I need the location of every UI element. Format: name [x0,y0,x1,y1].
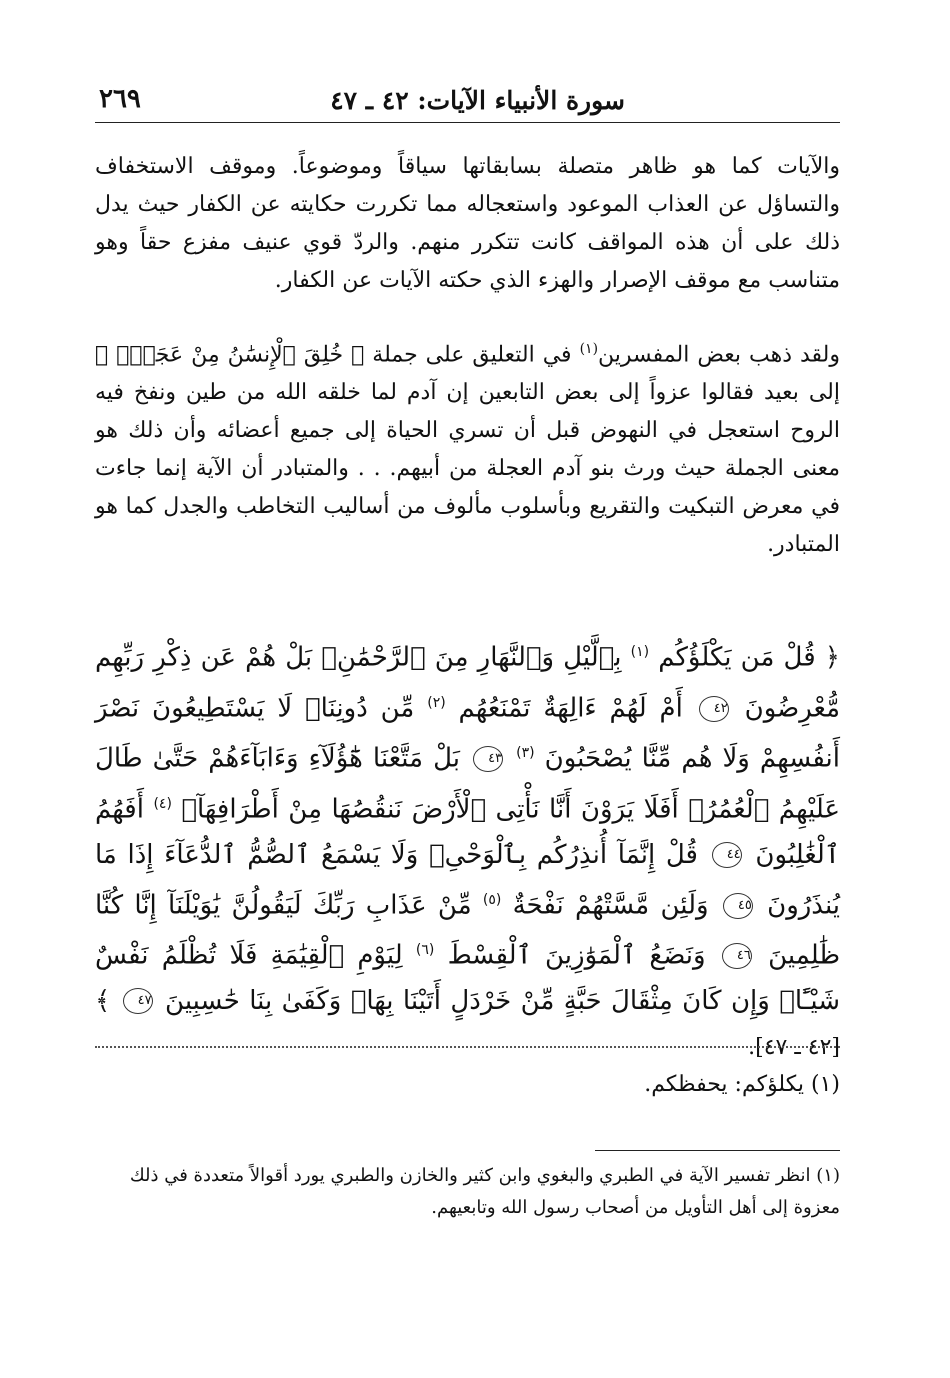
verse-42-start: قُلْ مَن يَكْلَؤُكُم [658,642,816,673]
verse-range-reference: [٤٢ ـ ٤٧]. [748,1034,840,1060]
footnote: (١) انظر تفسير الآية في الطبري والبغوي وابن كثير والخازن والطبري يورد أقوالاً متعددة في ذلك معزوة إلى أهل التأويل من أصحاب رسول الله وتابعيهم. [129,1165,840,1218]
footnote-rule [595,1150,840,1151]
verse-44-start: بَلْ مَتَّعْنَا هَٰٓؤُلَآءِ وَءَابَآءَهُمْ حَتَّىٰ طَالَ عَلَيْهِمُ ٱلْعُمُرُۗ أَفَلَا يَرَوْنَ أَنَّا نَأْتِى ٱلْأَرْضَ نَنقُصُهَا مِنْ أَطْرَافِهَآۚ [95,743,841,825]
verse-43-end: مِّن دُونِنَاۚ لَا يَسْتَطِيعُونَ نَصْرَ أَنفُسِهِمْ وَلَا هُم مِّنَّا يُصْحَبُونَ [95,693,841,774]
gloss-marker-5: (٥) [482,891,502,908]
close-ornate-bracket: ﴾ [95,985,111,1016]
commentary-paragraph-1: والآيات كما هو ظاهر متصلة بسابقاتها سياقاً وموضوعاً. وموقف الاستخفاف والتساؤل عن العذاب الموعود واستعجاله مما تكررت حكايته عن الكفار حيث يدل ذلك على أن هذه المواقف كانت تتكرر منهم. والردّ قوي عنيف مفزع حقاً وهو متناسب مع موقف الإصرار والهزء الذي حكته الآيات عن الكفار. [95,154,840,293]
running-title: سورة الأنبياء الآيات: ٤٢ ـ ٤٧ [330,86,625,115]
dotted-separator [95,1046,840,1048]
verse-number-42: ٤٢ [699,696,729,722]
verse-47-end: لِيَوْمِ ٱلْقِيَٰمَةِ فَلَا تُظْلَمُ نَفْسٌ شَيْـًٔاۖ وَإِن كَانَ مِثْقَالَ حَبَّةٍ مِّنْ خَرْدَلٍ أَتَيْنَا بِهَاۗ وَكَفَىٰ بِنَا حَٰسِبِينَ [95,940,841,1016]
quran-verses-block [95,630,840,1070]
page-header [95,82,840,123]
verse-46-end: مِّنْ عَذَابِ رَبِّكَ لَيَقُولُنَّ يَٰوَيْلَنَآ إِنَّا كُنَّا ظَٰلِمِينَ [95,890,841,971]
gloss-marker-4: (٤) [153,795,172,812]
verse-number-46: ٤٦ [722,943,752,969]
page-number: ٢٦٩ [99,84,141,114]
word-gloss: (١) يكلؤكم: يحفظكم. [644,1072,840,1097]
verse-44-end: أَفَهُمُ ٱلْغَٰلِبُونَ [95,794,841,870]
gloss-marker-2: (٢) [427,694,446,711]
paragraph-2-rest: في التعليق على جملة ﴿ خُلِقَ ٱلْإِنسَٰنُ مِنْ عَجَلٍۚ ﴾ إلى بعيد فقالوا عزواً إلى بعض التابعين إن آدم لما خلقه الله من طين ونفخ فيه الروح استعجل في النهوض قبل أن تسري الحياة إلى جميع أعضائه وأن ذلك هو معنى الجملة حيث ورث بنو آدم العجلة من أبيهم. . . والمتبادر أن الآية إنما جاءت في معرض التبكيت والتقريع وبأسلوب مألوف من أساليب التخاطب والجدل كما هو المتبادر. [95,342,840,558]
verse-42-end: بِٱلَّيْلِ وَٱلنَّهَارِ مِنَ ٱلرَّحْمَٰنِۗ بَلْ هُمْ عَن ذِكْرِ رَبِّهِم مُّعْرِضُونَ [95,642,841,724]
verse-45: قُلْ إِنَّمَآ أُنذِرُكُم بِٱلْوَحْىِۚ وَلَا يَسْمَعُ ٱلصُّمُّ ٱلدُّعَآءَ إِذَا مَا يُنذَرُونَ [95,839,841,921]
footnote-marker: (١) [579,341,599,357]
verse-number-44: ٤٤ [712,842,742,868]
verse-number-43: ٤٣ [473,746,503,772]
gloss-marker-3: (٣) [516,745,535,762]
verse-number-47: ٤٧ [123,988,153,1014]
gloss-marker-1: (١) [630,644,650,660]
verse-46-start: وَلَئِن مَّسَّتْهُمْ نَفْحَةٌ [512,890,709,921]
verse-47-start: وَنَضَعُ ٱلْمَوَٰزِينَ ٱلْقِسْطَ [447,940,706,971]
verse-number-45: ٤٥ [723,893,753,919]
open-ornate-bracket: ﴿ [824,642,841,673]
paragraph-2-start: ولقد ذهب بعض المفسرين [598,342,840,368]
commentary-paragraph-2 [95,330,840,564]
verse-43-start: أَمْ لَهُمْ ءَالِهَةٌ تَمْنَعُهُم [458,693,683,724]
gloss-marker-6: (٦) [415,942,435,959]
